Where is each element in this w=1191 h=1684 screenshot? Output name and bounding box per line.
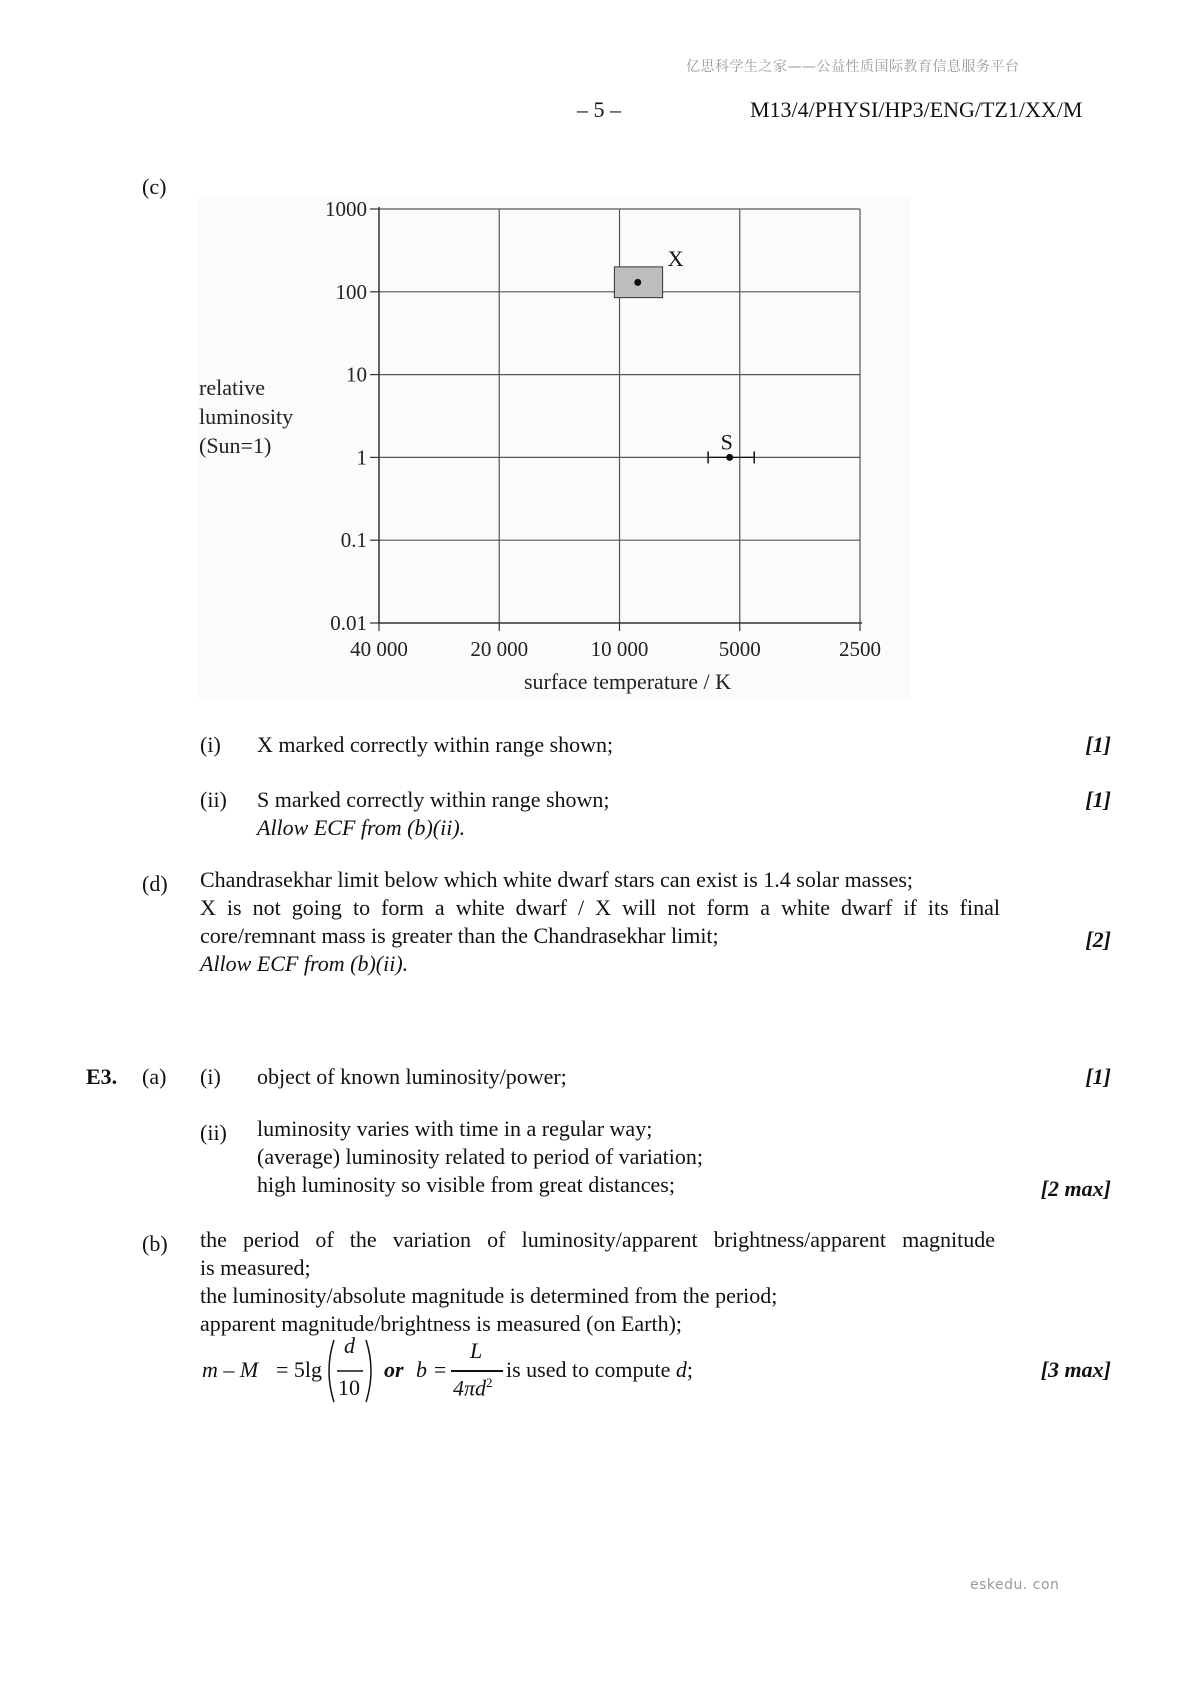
point-x [634,279,641,286]
part-d-label: (d) [142,871,168,896]
c-ii-mark: [1] [1085,787,1111,812]
x-tick-label: 5000 [718,637,761,661]
y-tick-label: 10 [346,362,367,387]
y-axis-title-line: luminosity [199,404,294,429]
point-label-x: X [667,245,684,271]
c-ii-number: (ii) [200,787,227,812]
e3-b-line-2: is measured; [200,1255,311,1280]
e3-a-ii-line-3: high luminosity so visible from great distances; [257,1172,675,1197]
e3-b-body [200,1226,995,1338]
x-tick-label: 2500 [839,637,881,661]
e3-b-line-4: apparent magnitude/brightness is measured (on Earth); [200,1311,683,1336]
e3-a-label: (a) [142,1064,167,1089]
formula-frac1-numerator: d [344,1333,355,1358]
question-e3-label: E3. [86,1064,118,1089]
part-c-label: (c) [142,174,167,199]
y-tick-label: 0.1 [340,528,367,553]
e3-a-i-text: object of known luminosity/power; [257,1064,567,1089]
part-d-line-1: Chandrasekhar limit below which white dwarf stars can exist is 1.4 solar masses; [200,867,914,892]
hr-diagram [195,195,915,705]
c-ii-note: Allow ECF from (b)(ii). [257,815,466,840]
c-i-number: (i) [200,732,221,757]
e3-a-i-mark: [1] [1085,1064,1111,1089]
e3-a-ii-line-2: (average) luminosity related to period of variation; [257,1144,703,1169]
e3-a-ii-line-1: luminosity varies with time in a regular way; [257,1116,653,1141]
x-tick-label: 40 000 [350,637,408,661]
y-axis-title-line: (Sun=1) [199,433,272,458]
c-ii-text: S marked correctly within range shown; [257,787,610,812]
watermark-top: 亿思科学生之家——公益性质国际教育信息服务平台 [686,59,1020,75]
part-d-body [200,866,1000,978]
formula-frac1-denominator: 10 [338,1375,360,1400]
c-i-text: X marked correctly within range shown; [257,732,614,757]
e3-a-ii-number: (ii) [200,1120,227,1145]
formula-frac2-bar [451,1370,503,1372]
part-d-mark: [2] [1085,927,1111,952]
y-tick-label: 0.01 [330,611,367,635]
e3-b-line-1: the period of the variation of luminosity/apparent brightness/apparent magnitude [200,1227,995,1252]
formula-frac2-numerator: L [470,1338,483,1363]
y-tick-label: 1000 [325,197,367,221]
formula-tail: is used to compute d; [506,1357,693,1382]
x-tick-label: 20 000 [470,637,529,661]
part-d-line-2: X is not going to form a white dwarf / X will not form a white dwarf if its final [200,895,1000,920]
document-code: M13/4/PHYSI/HP3/ENG/TZ1/XX/M [750,97,1083,122]
e3-b-line-3: the luminosity/absolute magnitude is determined from the period; [200,1283,778,1308]
y-axis-title-line: relative [199,375,265,400]
watermark-bottom: eskedu. con [970,1577,1060,1593]
x-tick-label: 10 000 [590,637,649,661]
chart-background [198,198,910,700]
e3-a-ii-body [257,1115,703,1199]
formula-lhs: m – M [202,1357,259,1382]
y-tick-label: 1 [356,445,367,470]
x-axis-title: surface temperature / K [523,669,732,694]
e3-a-i-number: (i) [200,1064,221,1089]
part-d-note: Allow ECF from (b)(ii). [200,951,409,976]
page-number: – 5 – [577,97,621,122]
part-d-line-3: core/remnant mass is greater than the Chandrasekhar limit; [200,923,719,948]
point-label-s: S [720,429,733,455]
e3-a-ii-mark: [2 max] [1040,1176,1111,1201]
formula-b-eq: b = [416,1357,448,1382]
formula-or: or [384,1357,404,1382]
c-i-mark: [1] [1085,732,1111,757]
formula-eq: = 5lg [276,1357,323,1382]
formula-frac2-denominator: $4\pi d^2$ [453,1375,493,1401]
y-tick-label: 100 [335,279,367,304]
point-s [726,454,733,461]
e3-b-label: (b) [142,1231,168,1256]
e3-b-mark: [3 max] [1040,1357,1111,1382]
